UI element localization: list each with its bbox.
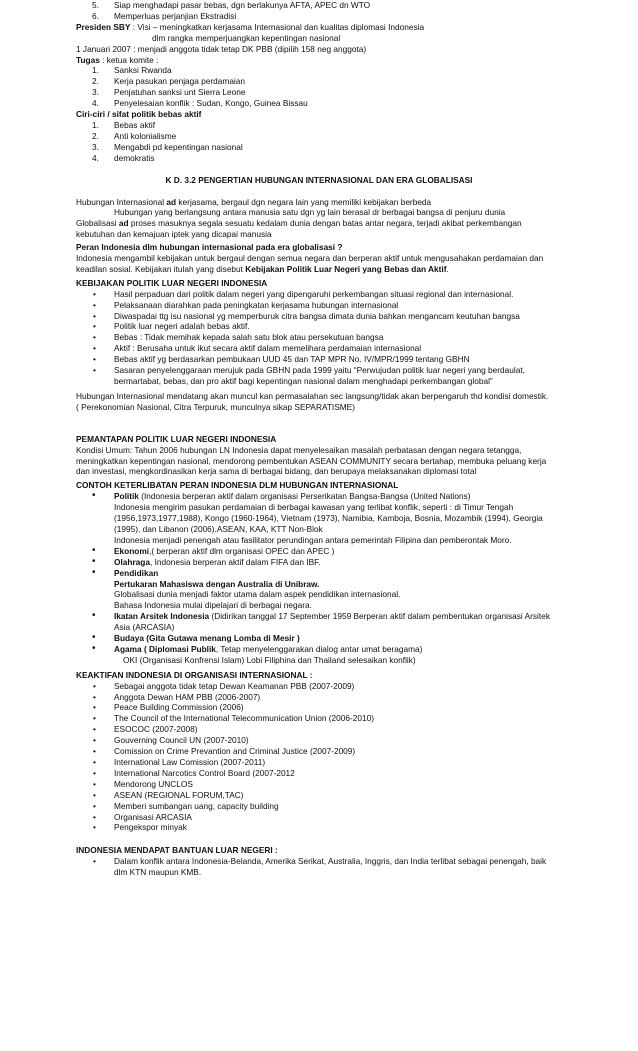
list-item: • International Law Comission (2007-2011) <box>93 757 266 767</box>
list-item-cont: Indonesia menjadi penengah atau fasilitator perundingan antara pemerintah Filipina dan pemberontak Moro. <box>114 534 512 545</box>
list-item: • Memberi sumbangan uang, capacity building <box>93 800 279 811</box>
ciri-heading: Ciri-ciri / sifat politik bebas aktif <box>76 109 202 120</box>
list-item: • Ikatan Arsitek Indonesia (Didirikan tanggal 17 September 1959 Berperan aktif dalam pembentukan organisasi Arsitek <box>92 610 550 622</box>
list-item: 5. Siap menghadapi pasar bebas, dgn berlakunya AFTA, APEC dn WTO <box>92 0 371 10</box>
list-item-cont: dlm KTN maupun KMB. <box>114 867 202 878</box>
list-item: • International Narcotics Control Board (2007-2012 <box>93 767 295 778</box>
list-item: 3. Mengabdi pd kepentingan nasional <box>92 141 243 152</box>
list-item: • Olahraga, Indonesia berperan aktif dalam FIFA dan IBF. <box>92 555 321 567</box>
list-item: • Comission on Crime Prevantion and Criminal Justice (2007-2009) <box>93 746 356 757</box>
list-item: • Organisasi ARCASIA <box>93 811 192 822</box>
list-item: • Sebagai anggota tidak tetap Dewan Keamanan PBB (2007-2009) <box>93 680 355 691</box>
list-item-cont: Indonesia mengirim pasukan perdamaian di berbagai kawasan yang terlibat konflik, seperti : di Timur Tengah <box>114 502 514 513</box>
list-item: • Sasaran penyelenggaraan merujuk pada GBHN pada 1999 yaitu “Perwujudan politik luar negeri yang berdaulat, <box>93 365 525 376</box>
list-item-cont: Bahasa Indonesia mulai dipelajari di berbagai negara. <box>114 600 312 611</box>
peran-text: Indonesia mengambil kebijakan untuk bergaul dengan semua negara dan berperan aktif untuk mengusahakan perdamaian dan <box>76 253 544 264</box>
list-item: • ASEAN (REGIONAL FORUM,TAC) <box>93 789 244 800</box>
list-item: • Bebas aktif yg berdasarkan pembukaan UUD 45 dan TAP MPR No. IV/MPR/1999 tentang GBHN <box>93 354 470 365</box>
keaktifan-heading: KEAKTIFAN INDONESIA DI ORGANISASI INTERNASIONAL : <box>76 669 313 680</box>
list-item: • Pendidikan <box>92 566 159 578</box>
list-item: • Hasil perpaduan dari politik dalam negeri yang dipengaruhi perkembangan situasi regional dan internasional. <box>93 288 514 299</box>
peran-heading: Peran Indonesia dlm hubungan internasional pada era globalisasi ? <box>76 242 343 253</box>
pemantapan-text-3: dan investasi, mengkordinasikan kerja sama di berbagai bidang, dan berupaya melaksanakan diplomasi total <box>76 466 477 477</box>
list-item-cont: bermartabat, bebas, dan pro aktif bagi kepentingan nasional dalam menghadapi perkembangan global” <box>114 376 493 386</box>
pemantapan-text: Kondisi Umum: Tahun 2006 hubungan LN Indonesia dapat menyelesaikan masalah perbatasan dengan negara tetangga, <box>76 444 522 455</box>
list-item: 4. Penyelesaian konflik : Sudan, Kongo, Guinea Bissau <box>92 98 308 109</box>
list-item: • Budaya (Gita Gutawa menang Lomba di Mesir ) <box>92 632 300 644</box>
list-item: • Agama ( Diplomasi Publik, Tetap menyelenggarakan dialog antar umat beragama) <box>92 642 423 654</box>
list-item: 6. Memperluas perjanjian Ekstradisi <box>92 10 237 21</box>
list-item: • Aktif : Berusaha untuk ikut secara aktif dalam memelihara perdamaian internasional <box>93 343 422 354</box>
section-title-kd: K D. 3.2 PENGERTIAN HUBUNGAN INTERNASIONAL DAN ERA GLOBALISASI <box>165 174 473 185</box>
list-item: • Dalam konflik antara Indonesia-Belanda, Amerika Serikat, Australia, Inggris, dan India terlibat sebagai penengah, baik <box>93 856 547 867</box>
list-item-cont: (1956,1973,1977,1988), Kongo (1960-1964), Vietnam (1973), Namibia, Kamboja, Bosnia, Mozambik (1994), Georgia <box>114 513 543 524</box>
list-item: • Ekonomi,( berperan aktif dlm organisasi OPEC dan APEC ) <box>92 544 335 556</box>
list-item-cont: Pertukaran Mahasiswa dengan Australia di Unibraw. <box>114 578 320 589</box>
hi-future-text: Hubungan Internasional mendatang akan muncul kan permasalahan sec langsung/tidak akan berpengaruh thd kondisi domestik. <box>76 390 549 401</box>
list-item: • Mendorong UNCLOS <box>93 778 193 789</box>
list-item: • Gouverning Council UN (2007-2010) <box>93 735 249 746</box>
sby-vision-cont: dlm rangka memperjuangkan kepentingan nasional <box>152 32 341 43</box>
list-item: 2. Kerja pasukan penjaga perdamaian <box>92 76 246 87</box>
list-item: • The Council of the International Telecommunication Union (2006-2010) <box>93 713 374 724</box>
list-item: • Anggota Dewan HAM PBB (2006-2007) <box>93 691 261 702</box>
list-item: • Pengekspor minyak <box>93 822 187 833</box>
list-item: 4. demokratis <box>92 152 155 163</box>
sby-vision: Presiden SBY : Visi – meningkatkan kerjasama Internasional dan kualitas diplomasi Indonesia <box>76 21 425 32</box>
pemantapan-heading: PEMANTAPAN POLITIK LUAR NEGERI INDONESIA <box>76 433 277 444</box>
kebijakan-heading: KEBIJAKAN POLITIK LUAR NEGERI INDONESIA <box>76 277 268 288</box>
list-item: • Peace Building Commission (2006) <box>93 702 244 713</box>
list-item: 1. Sanksi Rwanda <box>92 65 172 76</box>
list-item-cont: Globalisasi dunia menjadi faktor utama dalam aspek pendidikan internasional. <box>114 589 401 600</box>
hi-definition-2: Hubungan yang berlangsung antara manusia satu dgn yg lain berasal dr berbagai bangsa di penjuru dunia <box>114 207 506 218</box>
list-item: 3. Penjatuhan sanksi unt Sierra Leone <box>92 87 246 98</box>
pemantapan-text-2: meningkatkan kepentingan nasional, mendorong pembentukan ASEAN COMMUNITY secara bertahap, membuka peluang kerja <box>76 455 547 466</box>
sby-date-line: 1 Januari 2007 : menjadi anggota tidak tetap DK PBB (dipilih 158 neg anggota) <box>76 43 367 54</box>
list-item-cont: Asia (ARCASIA) <box>114 622 175 633</box>
list-item: • ESOCOC (2007-2008) <box>93 724 198 735</box>
hi-definition: Hubungan Internasional ad kerjasama, bergaul dgn negara lain yang memiliki kebijakan berbeda <box>76 196 432 207</box>
list-item-cont: (1995), dan Libanon (2006).ASEAN, KAA, KTT Non-Blok <box>114 523 323 534</box>
globalisasi-definition-cont: kebutuhan dan kemajuan iptek yang dicapai manusia <box>76 229 272 240</box>
list-item: 2. Anti kolonialisme <box>92 130 177 141</box>
list-item: 1. Bebas aktif <box>92 119 156 130</box>
globalisasi-definition: Globalisasi ad proses masuknya segala sesuatu kedalam dunia dengan batas antar negara, terjadi akibat perkembangan <box>76 218 522 229</box>
list-item: • Politik luar negeri adalah bebas aktif. <box>93 321 250 332</box>
hi-future-text-2: ( Perekonomian Nasional, Citra Terpuruk, munculnya sikap SEPARATISME) <box>76 401 355 412</box>
tugas-heading: Tugas : ketua komite : <box>76 54 159 65</box>
list-item: • Bebas : Tidak memihak kepada salah satu blok atau persekutuan bangsa <box>93 332 384 343</box>
peran-text-2: keadilan sosial. Kebijakan itulah yang disebut Kebijakan Politik Luar Negeri yang Bebas dan Aktif. <box>76 263 449 274</box>
list-item: • Pelaksanaan diarahkan pada peningkatan kerjasama hubungan internasional <box>93 299 399 310</box>
bantuan-heading: INDONESIA MENDAPAT BANTUAN LUAR NEGERI : <box>76 845 278 856</box>
list-item-cont: OKI (Organisasi Konfrensi Islam) Lobi Filiphina dan Thailand selesaikan konflik) <box>123 654 416 665</box>
contoh-heading: CONTOH KETERLIBATAN PERAN INDONESIA DLM HUBUNGAN INTERNASIONAL <box>76 480 399 491</box>
list-item: • Diwaspadai ttg isu nasional yg memperburuk citra bangsa dimata dunia bahkan mengancam keutuhan bangsa <box>93 310 520 321</box>
list-item: • Politik (Indonesia berperan aktif dalam organisasi Perserikatan Bangsa-Bangsa (United Nations) <box>92 490 471 502</box>
